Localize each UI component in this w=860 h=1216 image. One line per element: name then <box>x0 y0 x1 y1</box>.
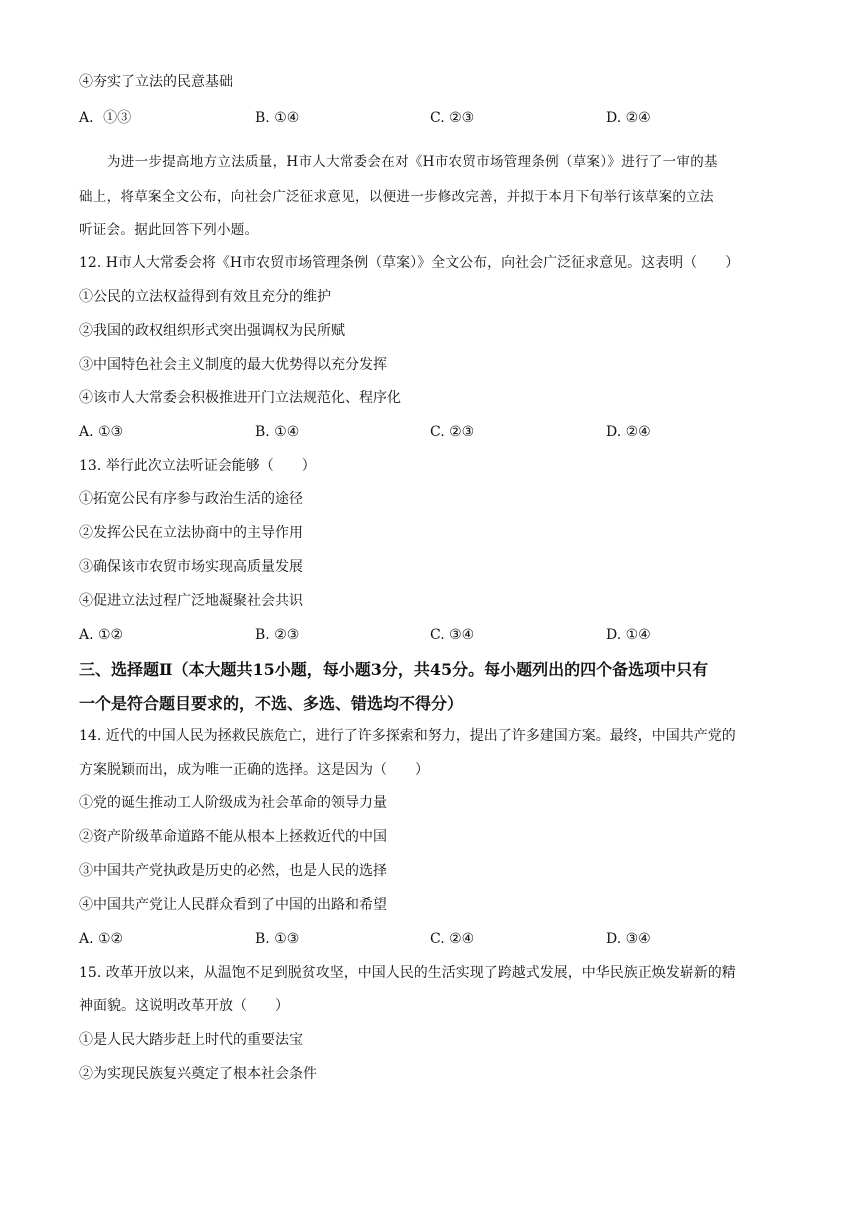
section-3-heading-line-1: 三、选择题Ⅱ（本大题共15小题，每小题3分，共45分。每小题列出的四个备选项中只有 <box>79 660 709 679</box>
q15-stem-line-2: 神面貌。这说明改革开放（ ） <box>79 998 289 1014</box>
q12-option-d: D. ②④ <box>606 424 651 440</box>
intro-line-2: 础上，将草案全文公布，向社会广泛征求意见，以便进一步修改完善，并拟于本月下旬举行该草案的立法 <box>79 189 714 205</box>
q14-stem-line-2: 方案脱颖而出，成为唯一正确的选择。这是因为（ ） <box>79 762 429 778</box>
q11-option-a: A．①③ <box>79 110 132 126</box>
q13-option-d: D. ①④ <box>606 627 651 643</box>
q11-options <box>79 109 839 127</box>
q11-option-d: D. ②④ <box>606 110 651 126</box>
q11-item-4: ④夯实了立法的民意基础 <box>79 74 233 90</box>
q13-item-2: ②发挥公民在立法协商中的主导作用 <box>79 525 303 541</box>
q14-option-b: B. ①③ <box>255 931 300 947</box>
q14-item-2: ②资产阶级革命道路不能从根本上拯救近代的中国 <box>79 829 387 845</box>
q12-item-1: ①公民的立法权益得到有效且充分的维护 <box>79 289 331 305</box>
q14-stem-line-1: 14. 近代的中国人民为拯救民族危亡，进行了许多探索和努力，提出了许多建国方案。最终，中国共产党的 <box>79 728 736 744</box>
q14-item-3: ③中国共产党执政是历史的必然，也是人民的选择 <box>79 863 387 879</box>
q12-item-2: ②我国的政权组织形式突出强调权为民所赋 <box>79 323 345 339</box>
q12-options <box>79 423 839 441</box>
q12-item-3: ③中国特色社会主义制度的最大优势得以充分发挥 <box>79 357 387 373</box>
q13-options <box>79 626 839 644</box>
q13-option-a: A. ①② <box>79 627 124 643</box>
q13-option-b: B. ②③ <box>255 627 300 643</box>
q12-option-b: B. ①④ <box>255 424 300 440</box>
intro-line-1: 为进一步提高地方立法质量，H市人大常委会在对《H市农贸市场管理条例（草案）》进行了一审的基 <box>107 154 718 170</box>
q12-item-4: ④该市人大常委会积极推进开门立法规范化、程序化 <box>79 390 401 406</box>
q14-item-4: ④中国共产党让人民群众看到了中国的出路和希望 <box>79 897 387 913</box>
q14-options <box>79 930 839 948</box>
q13-item-4: ④促进立法过程广泛地凝聚社会共识 <box>79 593 303 609</box>
q13-stem: 13. 举行此次立法听证会能够（ ） <box>79 458 316 474</box>
q13-option-c: C. ③④ <box>430 627 475 643</box>
q15-item-1: ①是人民大踏步赶上时代的重要法宝 <box>79 1032 303 1048</box>
q14-option-a: A. ①② <box>79 931 124 947</box>
q14-option-d: D. ③④ <box>606 931 651 947</box>
q15-item-2: ②为实现民族复兴奠定了根本社会条件 <box>79 1066 317 1082</box>
q12-stem: 12. H市人大常委会将《H市农贸市场管理条例（草案）》全文公布，向社会广泛征求意见。这表明（ ） <box>79 255 740 271</box>
q14-option-c: C. ②④ <box>430 931 475 947</box>
q11-option-b: B. ①④ <box>255 110 300 126</box>
q13-item-1: ①拓宽公民有序参与政治生活的途径 <box>79 491 303 507</box>
intro-line-3: 听证会。据此回答下列小题。 <box>79 222 259 238</box>
q14-item-1: ①党的诞生推动工人阶级成为社会革命的领导力量 <box>79 795 387 811</box>
q13-item-3: ③确保该市农贸市场实现高质量发展 <box>79 559 303 575</box>
q11-option-c: C. ②③ <box>430 110 475 126</box>
q12-option-a: A. ①③ <box>79 424 124 440</box>
q15-stem-line-1: 15. 改革开放以来，从温饱不足到脱贫攻坚，中国人民的生活实现了跨越式发展，中华民族正焕发崭新的精 <box>79 965 736 981</box>
q12-option-c: C. ②③ <box>430 424 475 440</box>
section-3-heading-line-2: 一个是符合题目要求的，不选、多选、错选均不得分） <box>79 694 464 713</box>
